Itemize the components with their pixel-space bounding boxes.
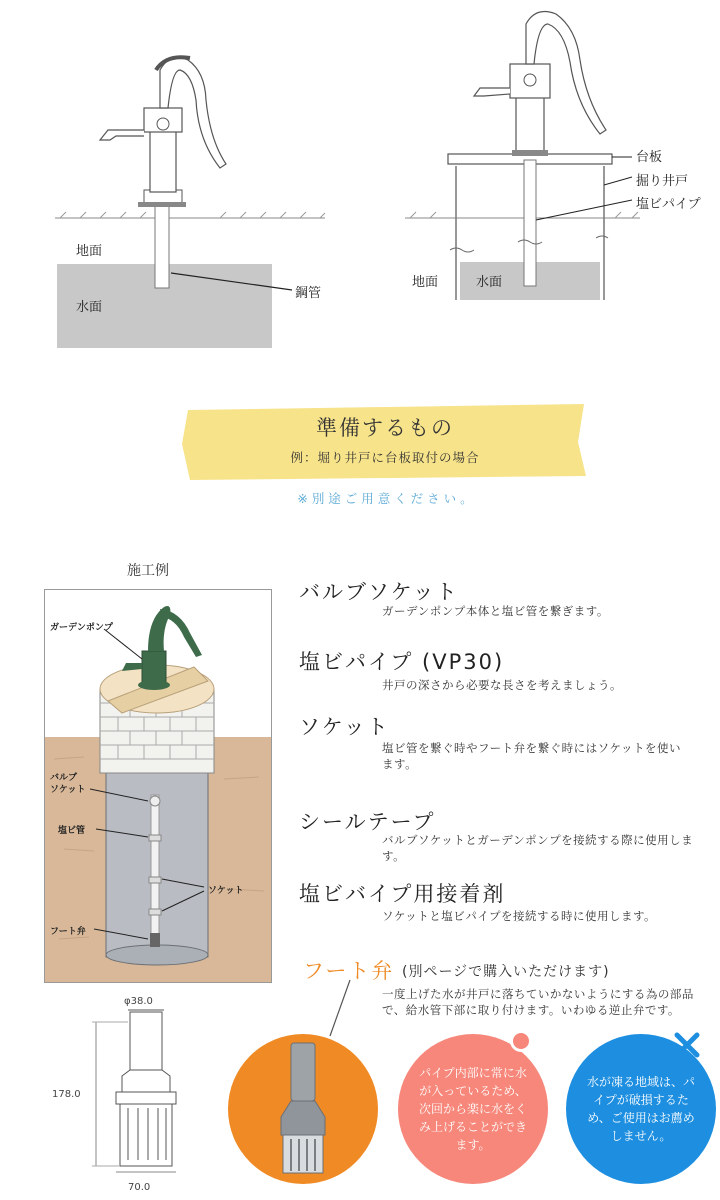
item-title-valve-socket: バルブソケット — [299, 580, 459, 604]
tip-blue-text: 水が凍る地域は、パイプが破損するため、ご使用はお薦めしません。 — [586, 1075, 695, 1143]
banner-subtitle: 例：堀り井戸に台板取付の場合 — [290, 450, 480, 465]
item-desc-socket: 塩ビ管を繋ぐ時やフート弁を繋ぐ時にはソケットを使います。 — [382, 741, 681, 771]
ground-label-right: 地面 — [412, 275, 439, 290]
foot-valve-leader — [320, 978, 360, 1040]
item-title-seal-tape: シールテープ — [299, 810, 436, 834]
foot-valve-title: フート弁 — [303, 959, 395, 983]
item-desc-pvc-pipe: 井戸の深さから必要な長さを考えましょう。 — [382, 678, 622, 692]
label-socket: ソケット — [208, 886, 244, 896]
dim-bottom: 70.0 — [128, 1182, 151, 1193]
dim-top: φ38.0 — [124, 996, 153, 1007]
banner-title: 準備するもの — [316, 416, 454, 440]
steel-pipe-label: 鋼管 — [295, 286, 322, 301]
item-desc-valve-socket: ガーデンポンプ本体と塩ビ管を繋ぎます。 — [382, 604, 609, 618]
tip-pink-circle — [398, 1034, 548, 1184]
foot-valve-icon — [263, 1039, 343, 1179]
item-title-pvc-pipe: 塩ビパイプ (VP30) — [299, 650, 505, 674]
diagram-dug-well — [400, 0, 650, 310]
item-desc-seal-tape: バルブソケットとガーデンポンプを接続する際に使用します。 — [382, 833, 694, 863]
banner-note: ※ 別 途 ご 用 意 く だ さ い 。 — [297, 491, 473, 506]
circle-ok-icon — [510, 1030, 532, 1052]
dim-height: 178.0 — [52, 1089, 81, 1100]
label-foot-valve: フート弁 — [50, 927, 86, 937]
cross-icon — [672, 1030, 702, 1060]
dug-well-label: 掘り井戸 — [636, 174, 689, 189]
item-title-socket: ソケット — [299, 715, 390, 739]
label-pvc: 塩ビ管 — [58, 826, 86, 836]
foot-valve-note: (別ページで購入いただけます) — [402, 964, 610, 980]
label-garden-pump: ガーデンポンプ — [50, 623, 113, 633]
foot-valve-photo-circle — [228, 1034, 378, 1184]
item-title-adhesive: 塩ビバイプ用接着剤 — [299, 882, 506, 906]
foot-valve-desc: 一度上げた水が井戸に落ちていかないようにする為の部品で、給水管下部に取り付けます。いわゆる逆止弁です。 — [382, 987, 694, 1017]
pvc-pipe-label: 塩ビパイプ — [636, 197, 701, 212]
tip-pink-text: パイプ内部に常に水が入っているため、次回から楽に水をくみ上げることができます。 — [418, 1066, 527, 1152]
water-label-right: 水面 — [476, 275, 503, 290]
board-label: 台板 — [636, 150, 663, 165]
water-label-left: 水面 — [76, 300, 103, 315]
example-caption: 施工例 — [127, 563, 169, 579]
ground-label-left: 地面 — [76, 244, 103, 259]
item-desc-adhesive: ソケットと塩ビパイプを接続する時に使用します。 — [382, 909, 657, 923]
label-valve-socket: バルブ ソケット — [50, 773, 86, 795]
